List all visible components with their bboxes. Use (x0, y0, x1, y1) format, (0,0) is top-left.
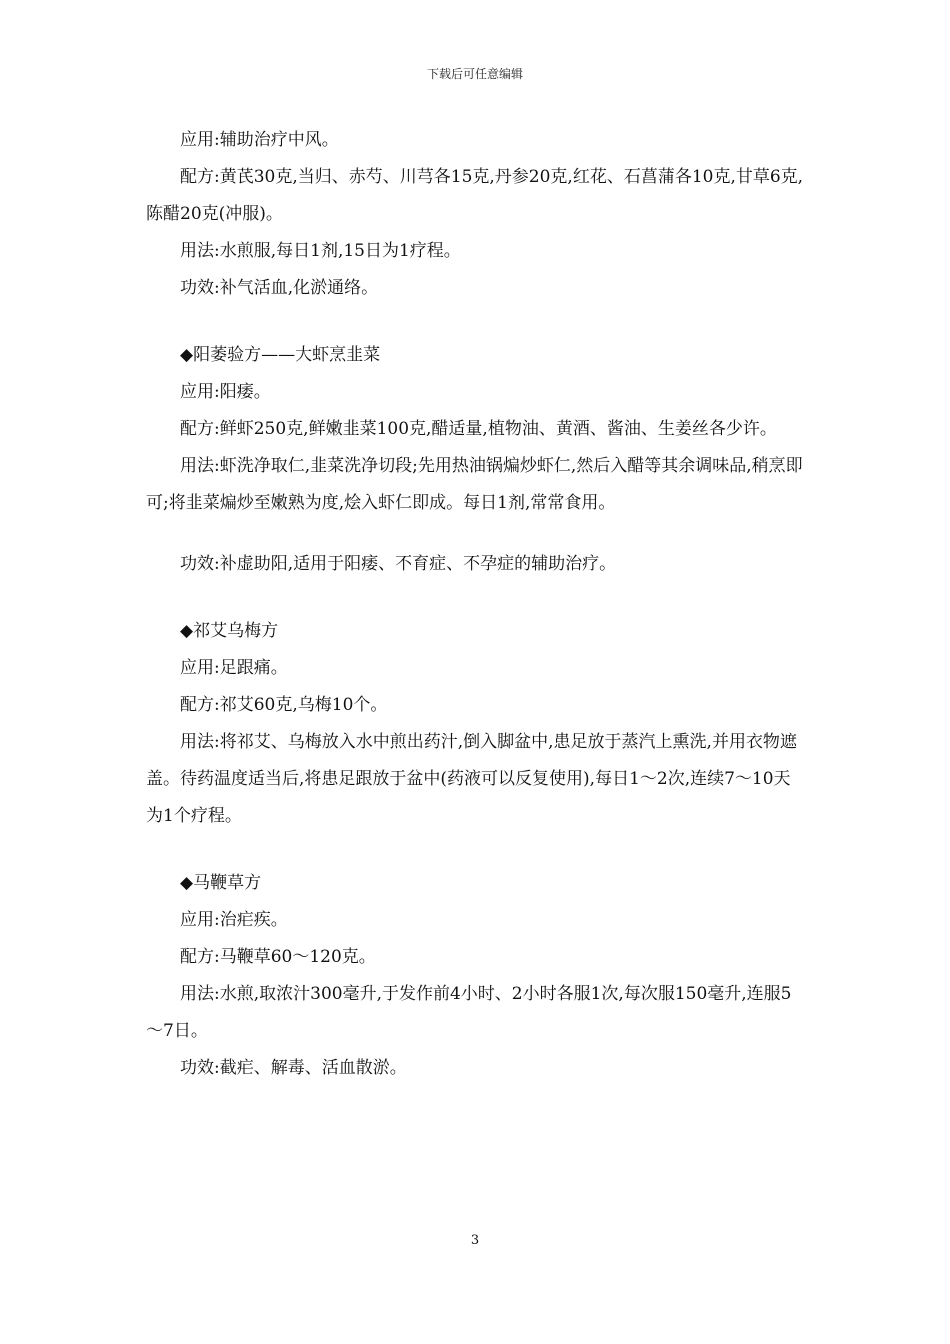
section-stroke-remedy (146, 122, 806, 307)
page-header: 下载后可任意编辑 (426, 67, 523, 81)
paragraph-usage: 用法:水煎服,每日1剂,15日为1疗程。 (180, 241, 461, 261)
document-body (146, 122, 806, 1087)
section-title: ◆马鞭草方 (180, 873, 262, 893)
paragraph-usage: 用法:虾洗净取仁,韭菜洗净切段;先用热油锅煸炒虾仁,然后入醋等其余调味品,稍烹即可;将韭菜煸炒至嫩熟为度,烩入虾仁即成。每日1剂,常常食用。 (146, 456, 803, 513)
paragraph-effect: 功效:截疟、解毒、活血散淤。 (180, 1058, 407, 1078)
section-qiai-wumei-remedy (146, 613, 806, 835)
paragraph-formula: 配方:鲜虾250克,鲜嫩韭菜100克,醋适量,植物油、黄酒、酱油、生姜丝各少许。 (180, 419, 777, 439)
paragraph-usage: 用法:将祁艾、乌梅放入水中煎出药汁,倒入脚盆中,患足放于蒸汽上熏洗,并用衣物遮盖。待药温度适当后,将患足跟放于盆中(药液可以反复使用),每日1～2次,连续7～10天为1个疗程。 (146, 732, 797, 826)
paragraph-formula: 配方:马鞭草60～120克。 (180, 947, 376, 967)
section-title: ◆阳萎验方——大虾烹韭菜 (180, 345, 381, 365)
section-title: ◆祁艾乌梅方 (180, 621, 279, 641)
section-verbena-remedy (146, 865, 806, 1087)
section-shrimp-leek-remedy (146, 337, 806, 583)
paragraph-formula: 配方:黄芪30克,当归、赤芍、川芎各15克,丹参20克,红花、石菖蒲各10克,甘草6克,陈醋20克(冲服)。 (146, 167, 804, 224)
paragraph-effect: 功效:补气活血,化淤通络。 (180, 278, 379, 298)
paragraph-application: 应用:足跟痛。 (180, 658, 288, 678)
paragraph-application: 应用:辅助治疗中风。 (180, 130, 339, 150)
paragraph-formula: 配方:祁艾60克,乌梅10个。 (180, 695, 388, 715)
paragraph-effect: 功效:补虚助阳,适用于阳痿、不育症、不孕症的辅助治疗。 (180, 554, 617, 574)
page-number: 3 (470, 1233, 480, 1248)
paragraph-application: 应用:阳痿。 (180, 382, 271, 402)
paragraph-usage: 用法:水煎,取浓汁300毫升,于发作前4小时、2小时各服1次,每次服150毫升,连服5～7日。 (146, 984, 792, 1041)
paragraph-application: 应用:治疟疾。 (180, 910, 288, 930)
